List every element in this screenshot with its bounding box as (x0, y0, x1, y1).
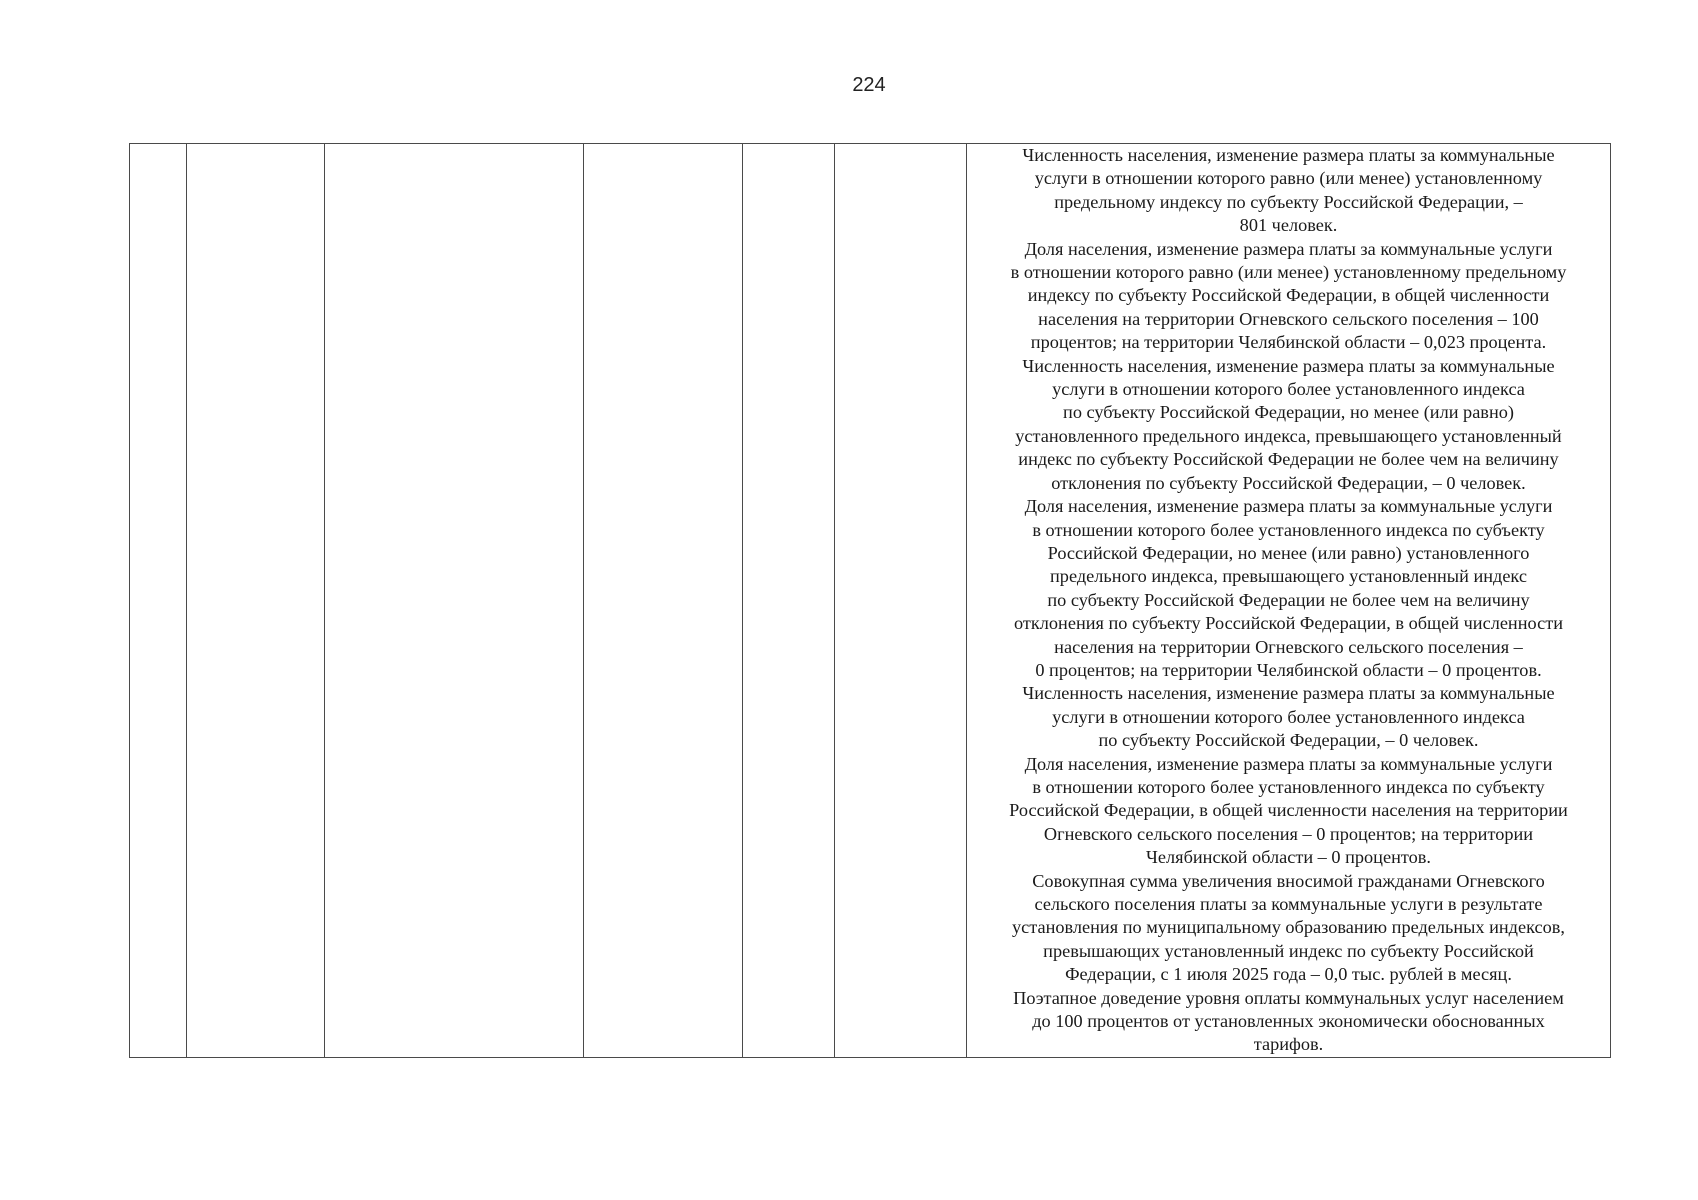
empty-cell-3 (325, 144, 584, 1058)
table-row (130, 144, 1611, 1058)
empty-cell-6 (835, 144, 967, 1058)
paragraph-gradual-payment: Поэтапное доведение уровня оплаты коммунальных услуг населением до 100 процентов от установленных экономически обоснованных тарифов. (1013, 987, 1564, 1055)
empty-cell-1 (130, 144, 187, 1058)
paragraph-total-increase-sum: Совокупная сумма увеличения вносимой гражданами Огневского сельского поселения платы за коммунальные услуги в результате установления по муниципальному образованию предельных индексов, превышающих установленный индекс по субъекту Российской Федерации, с 1 июля 2025 года – 0,0 тыс. рублей в месяц. (1012, 870, 1565, 985)
empty-cell-4 (584, 144, 743, 1058)
page-number: 224 (852, 74, 886, 96)
paragraph-population-within-deviation: Численность населения, изменение размера платы за коммунальные услуги в отношении которого более установленного индекса по субъекту Российской Федерации, но менее (или равно) установленного предельного индекса, превышающего установленный индекс по субъекту Российской Федерации не более чем на величину отклонения по субъекту Российской Федерации, – 0 человек. (1015, 355, 1562, 493)
paragraph-share-within-deviation: Доля населения, изменение размера платы за коммунальные услуги в отношении которого более установленного индекса по субъекту Российской Федерации, но менее (или равно) установленного предельного индекса, превышающего установленный индекс по субъекту Российской Федерации не более чем на величину отклонения по субъекту Российской Федерации, в общей численности населения на территории Огневского сельского поселения – 0 процентов; на территории Челябинской области – 0 процентов. (1014, 496, 1563, 680)
paragraph-share-at-limit: Доля населения, изменение размера платы за коммунальные услуги в отношении которого равно (или менее) установленному предельному индексу по субъекту Российской Федерации, в общей численности населения на территории Огневского сельского поселения – 100 процентов; на территории Челябинской области – 0,023 процента. (1010, 238, 1567, 353)
paragraph-share-above-index: Доля населения, изменение размера платы за коммунальные услуги в отношении которого более установленного индекса по субъекту Российской Федерации, в общей численности населения на территории Огневского сельского поселения – 0 процентов; на территории Челябинской области – 0 процентов. (1009, 753, 1568, 868)
document-table (129, 143, 1611, 1058)
indicators-text-cell (967, 144, 1611, 1058)
paragraph-population-above-index: Численность населения, изменение размера платы за коммунальные услуги в отношении которого более установленного индекса по субъекту Российской Федерации, – 0 человек. (1022, 683, 1555, 751)
paragraph-population-at-limit: Численность населения, изменение размера платы за коммунальные услуги в отношении которого равно (или менее) установленному предельному индексу по субъекту Российской Федерации, – 801 человек. (1022, 145, 1555, 236)
empty-cell-5 (743, 144, 835, 1058)
empty-cell-2 (187, 144, 325, 1058)
